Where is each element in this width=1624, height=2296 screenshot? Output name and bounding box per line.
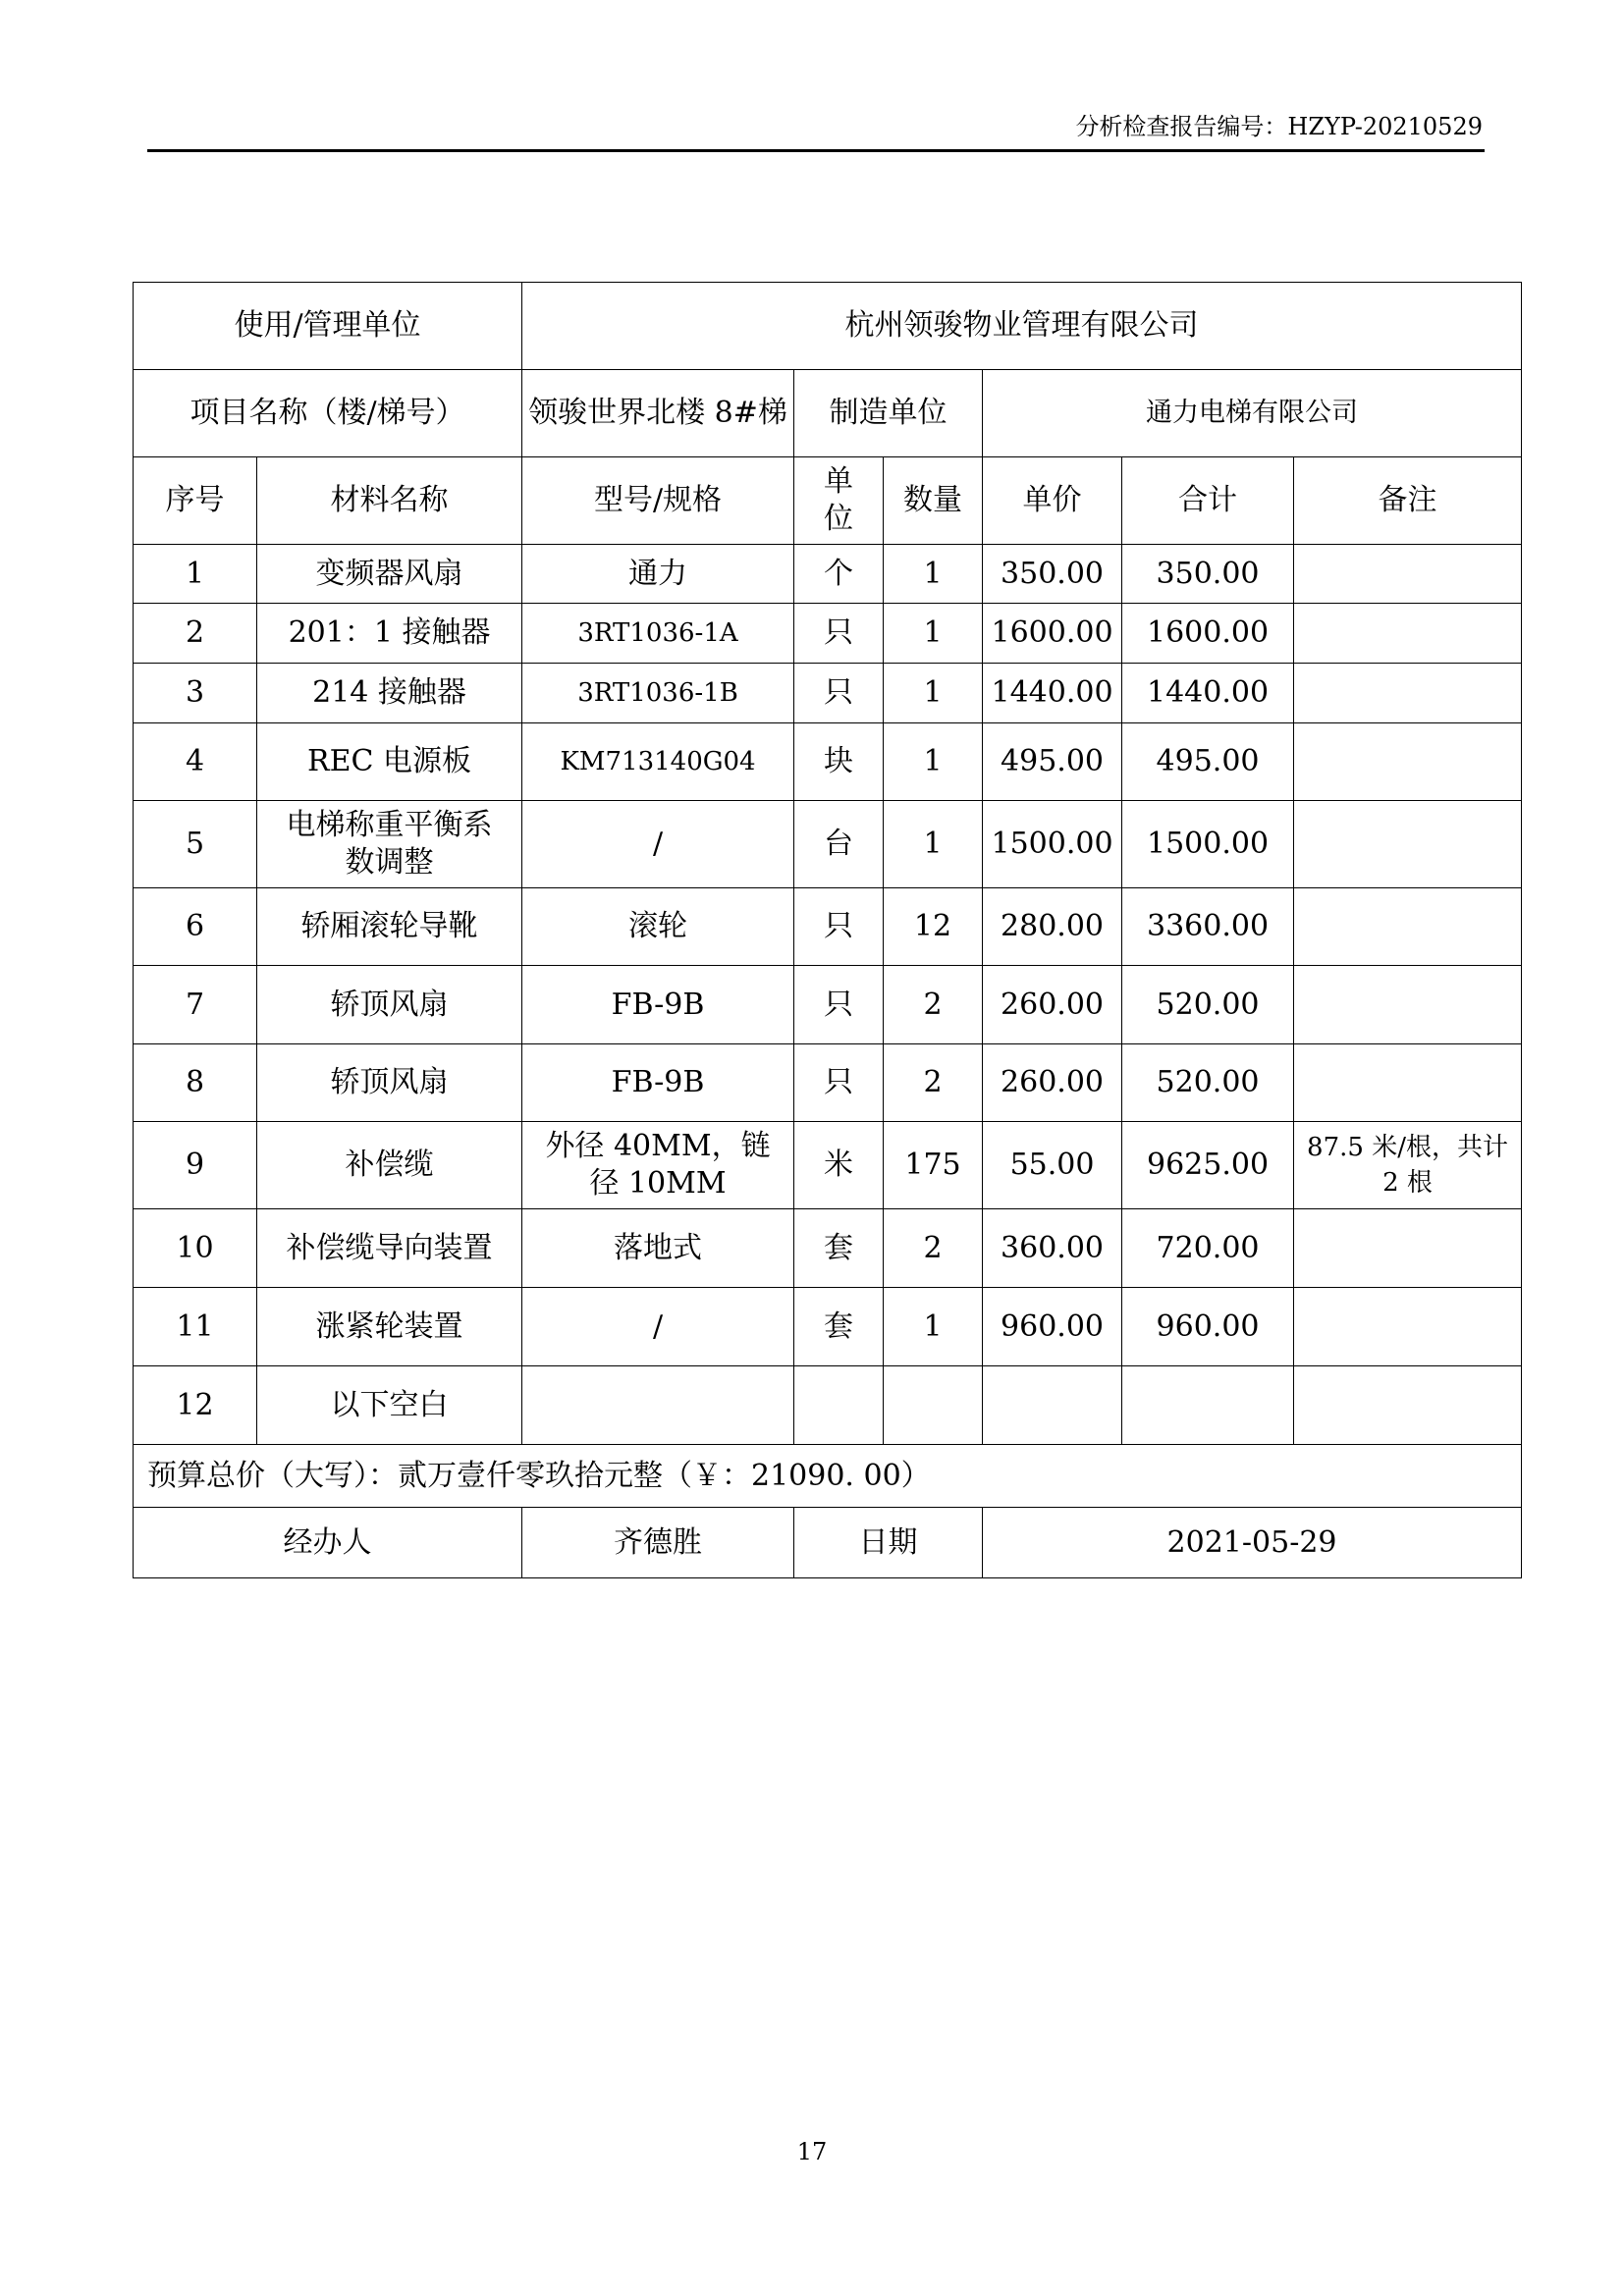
item-total: 350.00 <box>1122 545 1294 604</box>
item-no: 2 <box>134 604 257 664</box>
item-price: 495.00 <box>983 723 1122 801</box>
date-label: 日期 <box>794 1508 983 1578</box>
item-no: 6 <box>134 888 257 966</box>
item-unit: 套 <box>794 1209 884 1288</box>
item-total: 1500.00 <box>1122 801 1294 888</box>
item-name: 补偿缆 <box>257 1122 522 1209</box>
item-qty: 1 <box>884 604 983 664</box>
item-name: 变频器风扇 <box>257 545 522 604</box>
item-name: 201：1 接触器 <box>257 604 522 664</box>
item-unit: 只 <box>794 1044 884 1122</box>
item-qty: 2 <box>884 966 983 1044</box>
budget-total-row <box>134 1445 1522 1508</box>
item-note <box>1294 723 1522 801</box>
item-name: 轿顶风扇 <box>257 966 522 1044</box>
item-price: 280.00 <box>983 888 1122 966</box>
project-row <box>134 370 1522 457</box>
table-row <box>134 1288 1522 1366</box>
item-no: 4 <box>134 723 257 801</box>
col-header-price: 单价 <box>983 457 1122 545</box>
item-no: 1 <box>134 545 257 604</box>
item-spec: 通力 <box>522 545 794 604</box>
item-total: 960.00 <box>1122 1288 1294 1366</box>
item-qty: 1 <box>884 545 983 604</box>
item-note <box>1294 545 1522 604</box>
table-row <box>134 966 1522 1044</box>
table-row <box>134 545 1522 604</box>
item-spec: 滚轮 <box>522 888 794 966</box>
item-name: 涨紧轮装置 <box>257 1288 522 1366</box>
item-total: 720.00 <box>1122 1209 1294 1288</box>
item-no: 12 <box>134 1366 257 1445</box>
table-row <box>134 664 1522 723</box>
item-no: 3 <box>134 664 257 723</box>
item-no: 8 <box>134 1044 257 1122</box>
item-name: 补偿缆导向装置 <box>257 1209 522 1288</box>
item-note <box>1294 1209 1522 1288</box>
item-price <box>983 1366 1122 1445</box>
project-label: 项目名称（楼/梯号） <box>134 370 522 457</box>
item-spec: 外径 40MM，链径 10MM <box>522 1122 794 1209</box>
item-spec: / <box>522 801 794 888</box>
table-row <box>134 604 1522 664</box>
item-spec: 3RT1036-1B <box>522 664 794 723</box>
item-name: 以下空白 <box>257 1366 522 1445</box>
item-price: 960.00 <box>983 1288 1122 1366</box>
item-name: 轿顶风扇 <box>257 1044 522 1122</box>
item-total: 3360.00 <box>1122 888 1294 966</box>
item-price: 260.00 <box>983 1044 1122 1122</box>
table-row <box>134 1366 1522 1445</box>
table-row <box>134 801 1522 888</box>
item-total: 520.00 <box>1122 966 1294 1044</box>
item-total: 9625.00 <box>1122 1122 1294 1209</box>
report-number: 分析检查报告编号：HZYP-20210529 <box>1075 113 1483 140</box>
item-unit: 只 <box>794 966 884 1044</box>
item-unit: 只 <box>794 664 884 723</box>
item-unit: 只 <box>794 888 884 966</box>
item-spec: 3RT1036-1A <box>522 604 794 664</box>
item-no: 10 <box>134 1209 257 1288</box>
item-note <box>1294 664 1522 723</box>
item-note: 87.5 米/根，共计 2 根 <box>1294 1122 1522 1209</box>
item-unit: 套 <box>794 1288 884 1366</box>
col-header-no: 序号 <box>134 457 257 545</box>
table-row <box>134 723 1522 801</box>
item-name: 轿厢滚轮导靴 <box>257 888 522 966</box>
unit-value: 杭州领骏物业管理有限公司 <box>522 283 1522 370</box>
item-no: 5 <box>134 801 257 888</box>
signature-row <box>134 1508 1522 1578</box>
item-name: 电梯称重平衡系数调整 <box>257 801 522 888</box>
item-spec: 落地式 <box>522 1209 794 1288</box>
item-price: 360.00 <box>983 1209 1122 1288</box>
item-note <box>1294 1366 1522 1445</box>
table-row <box>134 1209 1522 1288</box>
table-row <box>134 888 1522 966</box>
item-spec: KM713140G04 <box>522 723 794 801</box>
unit-label: 使用/管理单位 <box>134 283 522 370</box>
handler-value: 齐德胜 <box>522 1508 794 1578</box>
page-number: 17 <box>796 2138 828 2165</box>
item-qty: 2 <box>884 1044 983 1122</box>
maker-label: 制造单位 <box>794 370 983 457</box>
handler-label: 经办人 <box>134 1508 522 1578</box>
item-total: 495.00 <box>1122 723 1294 801</box>
item-spec: FB-9B <box>522 966 794 1044</box>
col-header-total: 合计 <box>1122 457 1294 545</box>
item-spec: / <box>522 1288 794 1366</box>
item-qty: 2 <box>884 1209 983 1288</box>
item-qty: 1 <box>884 1288 983 1366</box>
table-row <box>134 1122 1522 1209</box>
item-total: 1440.00 <box>1122 664 1294 723</box>
maker-value: 通力电梯有限公司 <box>983 370 1522 457</box>
unit-row <box>134 283 1522 370</box>
item-unit: 台 <box>794 801 884 888</box>
item-qty: 1 <box>884 801 983 888</box>
item-name: 214 接触器 <box>257 664 522 723</box>
col-header-spec: 型号/规格 <box>522 457 794 545</box>
item-qty <box>884 1366 983 1445</box>
item-price: 350.00 <box>983 545 1122 604</box>
item-note <box>1294 966 1522 1044</box>
item-no: 7 <box>134 966 257 1044</box>
item-unit: 块 <box>794 723 884 801</box>
budget-total: 预算总价（大写）：贰万壹仟零玖拾元整（￥：21090. 00） <box>134 1445 1522 1508</box>
item-spec: FB-9B <box>522 1044 794 1122</box>
item-total: 1600.00 <box>1122 604 1294 664</box>
item-note <box>1294 604 1522 664</box>
item-price: 1500.00 <box>983 801 1122 888</box>
item-unit: 个 <box>794 545 884 604</box>
item-total <box>1122 1366 1294 1445</box>
item-qty: 1 <box>884 723 983 801</box>
item-note <box>1294 1288 1522 1366</box>
header-divider <box>147 149 1485 152</box>
item-total: 520.00 <box>1122 1044 1294 1122</box>
item-spec <box>522 1366 794 1445</box>
item-qty: 1 <box>884 664 983 723</box>
item-qty: 175 <box>884 1122 983 1209</box>
col-header-unit: 单位 <box>794 457 884 545</box>
item-note <box>1294 801 1522 888</box>
item-name: REC 电源板 <box>257 723 522 801</box>
item-price: 1600.00 <box>983 604 1122 664</box>
item-price: 1440.00 <box>983 664 1122 723</box>
col-header-name: 材料名称 <box>257 457 522 545</box>
item-note <box>1294 888 1522 966</box>
project-value: 领骏世界北楼 8#梯 <box>522 370 794 457</box>
item-price: 55.00 <box>983 1122 1122 1209</box>
table-row <box>134 1044 1522 1122</box>
item-unit: 只 <box>794 604 884 664</box>
col-header-qty: 数量 <box>884 457 983 545</box>
item-price: 260.00 <box>983 966 1122 1044</box>
column-header-row <box>134 457 1522 545</box>
item-no: 11 <box>134 1288 257 1366</box>
item-no: 9 <box>134 1122 257 1209</box>
item-note <box>1294 1044 1522 1122</box>
item-unit: 米 <box>794 1122 884 1209</box>
date-value: 2021-05-29 <box>983 1508 1522 1578</box>
materials-budget-table <box>133 282 1522 1578</box>
item-qty: 12 <box>884 888 983 966</box>
col-header-note: 备注 <box>1294 457 1522 545</box>
item-unit <box>794 1366 884 1445</box>
